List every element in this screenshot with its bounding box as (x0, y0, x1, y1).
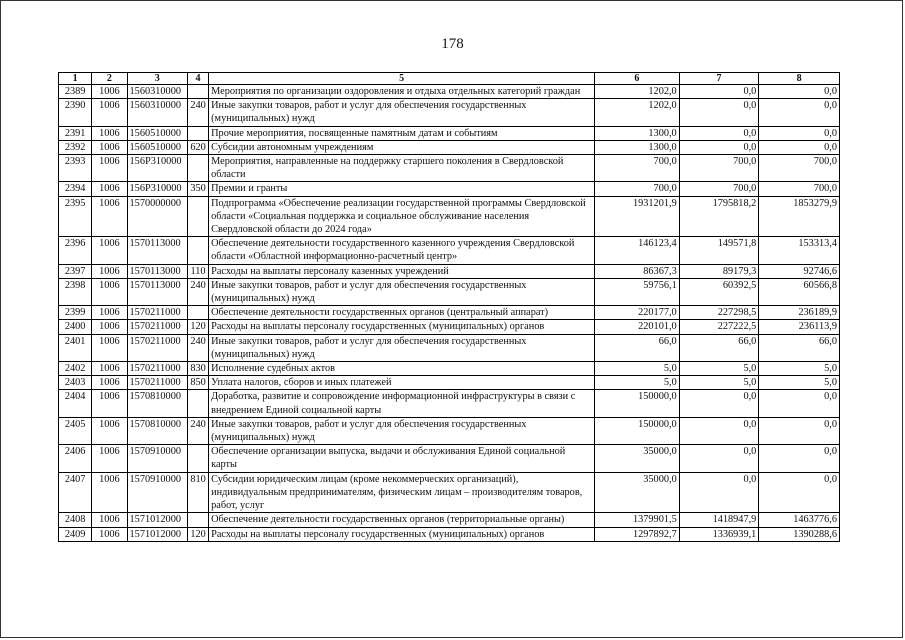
amount-col-7-cell: 60392,5 (679, 278, 759, 305)
expense-type-cell: 120 (187, 320, 208, 334)
amount-col-8-cell: 92746,6 (759, 264, 840, 278)
description-cell: Мероприятия по организации оздоровления и отдыха отдельных категорий граждан (209, 85, 595, 99)
section-code-cell: 1006 (92, 237, 127, 264)
row-number-cell: 2407 (59, 472, 92, 513)
table-header-row (59, 73, 840, 85)
target-article-code-cell: 1570211000 (127, 334, 187, 361)
expense-type-cell: 240 (187, 417, 208, 444)
section-code-cell: 1006 (92, 85, 127, 99)
description-cell: Расходы на выплаты персоналу государственных (муниципальных) органов (209, 320, 595, 334)
amount-col-6-cell: 146123,4 (595, 237, 680, 264)
row-number-cell: 2390 (59, 99, 92, 126)
expense-type-cell (187, 306, 208, 320)
expense-type-cell (187, 126, 208, 140)
row-number-cell: 2393 (59, 155, 92, 182)
section-code-cell: 1006 (92, 417, 127, 444)
target-article-code-cell: 1560510000 (127, 140, 187, 154)
header-col-6: 6 (595, 73, 680, 85)
description-cell: Обеспечение деятельности государственных органов (территориальные органы) (209, 513, 595, 527)
header-col-4: 4 (187, 73, 208, 85)
expense-type-cell (187, 237, 208, 264)
expense-type-cell: 620 (187, 140, 208, 154)
description-cell: Обеспечение деятельности государственных органов (центральный аппарат) (209, 306, 595, 320)
amount-col-8-cell: 5,0 (759, 376, 840, 390)
section-code-cell: 1006 (92, 334, 127, 361)
description-cell: Субсидии автономным учреждениям (209, 140, 595, 154)
row-number-cell: 2402 (59, 362, 92, 376)
amount-col-8-cell: 0,0 (759, 417, 840, 444)
description-cell: Иные закупки товаров, работ и услуг для обеспечения государственных (муниципальных) нужд (209, 278, 595, 305)
description-cell: Обеспечение деятельности государственного казенного учреждения Свердловской области «Областной информационно-расчетный центр» (209, 237, 595, 264)
expense-type-cell: 850 (187, 376, 208, 390)
section-code-cell: 1006 (92, 99, 127, 126)
amount-col-6-cell: 1202,0 (595, 99, 680, 126)
section-code-cell: 1006 (92, 182, 127, 196)
section-code-cell: 1006 (92, 196, 127, 237)
amount-col-7-cell: 0,0 (679, 126, 759, 140)
amount-col-6-cell: 220101,0 (595, 320, 680, 334)
amount-col-8-cell: 0,0 (759, 390, 840, 417)
table-row (59, 264, 840, 278)
expense-type-cell: 240 (187, 334, 208, 361)
expense-type-cell (187, 155, 208, 182)
description-cell: Иные закупки товаров, работ и услуг для обеспечения государственных (муниципальных) нужд (209, 99, 595, 126)
amount-col-7-cell: 227298,5 (679, 306, 759, 320)
expense-type-cell: 240 (187, 99, 208, 126)
row-number-cell: 2397 (59, 264, 92, 278)
amount-col-7-cell: 5,0 (679, 362, 759, 376)
row-number-cell: 2392 (59, 140, 92, 154)
amount-col-7-cell: 89179,3 (679, 264, 759, 278)
expense-type-cell (187, 390, 208, 417)
description-cell: Доработка, развитие и сопровождение информационной инфраструктуры в связи с внедрением Единой социальной карты (209, 390, 595, 417)
amount-col-8-cell: 0,0 (759, 85, 840, 99)
table-row (59, 182, 840, 196)
description-cell: Уплата налогов, сборов и иных платежей (209, 376, 595, 390)
expense-type-cell (187, 513, 208, 527)
amount-col-8-cell: 66,0 (759, 334, 840, 361)
amount-col-7-cell: 227222,5 (679, 320, 759, 334)
target-article-code-cell: 1570810000 (127, 417, 187, 444)
table-row (59, 99, 840, 126)
amount-col-8-cell: 0,0 (759, 472, 840, 513)
description-cell: Расходы на выплаты персоналу казенных учреждений (209, 264, 595, 278)
amount-col-7-cell: 149571,8 (679, 237, 759, 264)
amount-col-6-cell: 700,0 (595, 155, 680, 182)
section-code-cell: 1006 (92, 527, 127, 541)
expense-type-cell: 810 (187, 472, 208, 513)
section-code-cell: 1006 (92, 472, 127, 513)
amount-col-7-cell: 5,0 (679, 376, 759, 390)
row-number-cell: 2403 (59, 376, 92, 390)
amount-col-6-cell: 35000,0 (595, 472, 680, 513)
amount-col-7-cell: 1336939,1 (679, 527, 759, 541)
target-article-code-cell: 1570910000 (127, 445, 187, 472)
table-row (59, 376, 840, 390)
table-row (59, 417, 840, 444)
amount-col-6-cell: 35000,0 (595, 445, 680, 472)
section-code-cell: 1006 (92, 264, 127, 278)
amount-col-7-cell: 700,0 (679, 155, 759, 182)
amount-col-7-cell: 66,0 (679, 334, 759, 361)
target-article-code-cell: 156P310000 (127, 182, 187, 196)
amount-col-6-cell: 1300,0 (595, 140, 680, 154)
section-code-cell: 1006 (92, 126, 127, 140)
amount-col-7-cell: 1795818,2 (679, 196, 759, 237)
row-number-cell: 2401 (59, 334, 92, 361)
amount-col-6-cell: 1931201,9 (595, 196, 680, 237)
amount-col-6-cell: 86367,3 (595, 264, 680, 278)
description-cell: Субсидии юридическим лицам (кроме некоммерческих организаций), индивидуальным предпринимателям, физическим лицам – производителям товаров, работ, услуг (209, 472, 595, 513)
description-cell: Исполнение судебных актов (209, 362, 595, 376)
description-cell: Подпрограмма «Обеспечение реализации государственной программы Свердловской области «Социальная поддержка и социальное обслуживание населения Свердловской области до 2024 года» (209, 196, 595, 237)
row-number-cell: 2394 (59, 182, 92, 196)
amount-col-8-cell: 236113,9 (759, 320, 840, 334)
header-col-5: 5 (209, 73, 595, 85)
amount-col-8-cell: 1463776,6 (759, 513, 840, 527)
amount-col-6-cell: 220177,0 (595, 306, 680, 320)
table-row (59, 140, 840, 154)
amount-col-6-cell: 5,0 (595, 376, 680, 390)
table-row (59, 306, 840, 320)
table-row (59, 155, 840, 182)
amount-col-7-cell: 0,0 (679, 140, 759, 154)
expense-type-cell: 830 (187, 362, 208, 376)
section-code-cell: 1006 (92, 390, 127, 417)
table-row (59, 445, 840, 472)
amount-col-7-cell: 0,0 (679, 99, 759, 126)
section-code-cell: 1006 (92, 278, 127, 305)
target-article-code-cell: 1570000000 (127, 196, 187, 237)
expense-type-cell: 350 (187, 182, 208, 196)
row-number-cell: 2404 (59, 390, 92, 417)
amount-col-8-cell: 700,0 (759, 155, 840, 182)
header-col-2: 2 (92, 73, 127, 85)
description-cell: Расходы на выплаты персоналу государственных (муниципальных) органов (209, 527, 595, 541)
description-cell: Прочие мероприятия, посвященные памятным датам и событиям (209, 126, 595, 140)
amount-col-8-cell: 153313,4 (759, 237, 840, 264)
amount-col-7-cell: 0,0 (679, 472, 759, 513)
amount-col-8-cell: 0,0 (759, 99, 840, 126)
table-row (59, 196, 840, 237)
row-number-cell: 2395 (59, 196, 92, 237)
table-row (59, 320, 840, 334)
amount-col-7-cell: 0,0 (679, 85, 759, 99)
header-col-8: 8 (759, 73, 840, 85)
target-article-code-cell: 1570211000 (127, 320, 187, 334)
table-row (59, 390, 840, 417)
expense-type-cell (187, 445, 208, 472)
amount-col-6-cell: 700,0 (595, 182, 680, 196)
amount-col-6-cell: 150000,0 (595, 417, 680, 444)
table-body (59, 85, 840, 542)
amount-col-7-cell: 0,0 (679, 445, 759, 472)
amount-col-7-cell: 1418947,9 (679, 513, 759, 527)
amount-col-6-cell: 59756,1 (595, 278, 680, 305)
row-number-cell: 2391 (59, 126, 92, 140)
table-row (59, 237, 840, 264)
amount-col-8-cell: 0,0 (759, 445, 840, 472)
expense-type-cell: 120 (187, 527, 208, 541)
amount-col-6-cell: 1202,0 (595, 85, 680, 99)
section-code-cell: 1006 (92, 445, 127, 472)
target-article-code-cell: 1560310000 (127, 99, 187, 126)
amount-col-8-cell: 0,0 (759, 140, 840, 154)
table-row (59, 362, 840, 376)
table-row (59, 278, 840, 305)
section-code-cell: 1006 (92, 155, 127, 182)
expense-type-cell (187, 196, 208, 237)
description-cell: Иные закупки товаров, работ и услуг для обеспечения государственных (муниципальных) нужд (209, 417, 595, 444)
amount-col-8-cell: 60566,8 (759, 278, 840, 305)
section-code-cell: 1006 (92, 306, 127, 320)
expense-type-cell: 110 (187, 264, 208, 278)
target-article-code-cell: 156P310000 (127, 155, 187, 182)
amount-col-6-cell: 1300,0 (595, 126, 680, 140)
target-article-code-cell: 1570211000 (127, 376, 187, 390)
table-row (59, 85, 840, 99)
target-article-code-cell: 1570113000 (127, 264, 187, 278)
target-article-code-cell: 1570910000 (127, 472, 187, 513)
amount-col-7-cell: 0,0 (679, 417, 759, 444)
section-code-cell: 1006 (92, 140, 127, 154)
row-number-cell: 2408 (59, 513, 92, 527)
table-row (59, 126, 840, 140)
table-row (59, 513, 840, 527)
amount-col-6-cell: 150000,0 (595, 390, 680, 417)
target-article-code-cell: 1570113000 (127, 278, 187, 305)
amount-col-8-cell: 1853279,9 (759, 196, 840, 237)
expense-type-cell: 240 (187, 278, 208, 305)
row-number-cell: 2396 (59, 237, 92, 264)
amount-col-8-cell: 236189,9 (759, 306, 840, 320)
table-row (59, 334, 840, 361)
amount-col-6-cell: 1379901,5 (595, 513, 680, 527)
target-article-code-cell: 1570211000 (127, 362, 187, 376)
row-number-cell: 2398 (59, 278, 92, 305)
section-code-cell: 1006 (92, 376, 127, 390)
target-article-code-cell: 1570211000 (127, 306, 187, 320)
amount-col-6-cell: 1297892,7 (595, 527, 680, 541)
row-number-cell: 2399 (59, 306, 92, 320)
target-article-code-cell: 1570113000 (127, 237, 187, 264)
header-col-3: 3 (127, 73, 187, 85)
description-cell: Мероприятия, направленные на поддержку старшего поколения в Свердловской области (209, 155, 595, 182)
description-cell: Иные закупки товаров, работ и услуг для обеспечения государственных (муниципальных) нужд (209, 334, 595, 361)
target-article-code-cell: 1560310000 (127, 85, 187, 99)
budget-table (58, 72, 840, 542)
row-number-cell: 2400 (59, 320, 92, 334)
table-row (59, 472, 840, 513)
expense-type-cell (187, 85, 208, 99)
amount-col-7-cell: 700,0 (679, 182, 759, 196)
section-code-cell: 1006 (92, 320, 127, 334)
target-article-code-cell: 1570810000 (127, 390, 187, 417)
description-cell: Премии и гранты (209, 182, 595, 196)
row-number-cell: 2406 (59, 445, 92, 472)
amount-col-8-cell: 1390288,6 (759, 527, 840, 541)
target-article-code-cell: 1571012000 (127, 513, 187, 527)
page-number: 178 (441, 36, 464, 52)
row-number-cell: 2405 (59, 417, 92, 444)
row-number-cell: 2409 (59, 527, 92, 541)
section-code-cell: 1006 (92, 362, 127, 376)
description-cell: Обеспечение организации выпуска, выдачи и обслуживания Единой социальной карты (209, 445, 595, 472)
amount-col-6-cell: 5,0 (595, 362, 680, 376)
header-col-7: 7 (679, 73, 759, 85)
amount-col-8-cell: 5,0 (759, 362, 840, 376)
amount-col-6-cell: 66,0 (595, 334, 680, 361)
amount-col-8-cell: 700,0 (759, 182, 840, 196)
amount-col-8-cell: 0,0 (759, 126, 840, 140)
section-code-cell: 1006 (92, 513, 127, 527)
target-article-code-cell: 1560510000 (127, 126, 187, 140)
amount-col-7-cell: 0,0 (679, 390, 759, 417)
target-article-code-cell: 1571012000 (127, 527, 187, 541)
table-row (59, 527, 840, 541)
header-col-1: 1 (59, 73, 92, 85)
row-number-cell: 2389 (59, 85, 92, 99)
